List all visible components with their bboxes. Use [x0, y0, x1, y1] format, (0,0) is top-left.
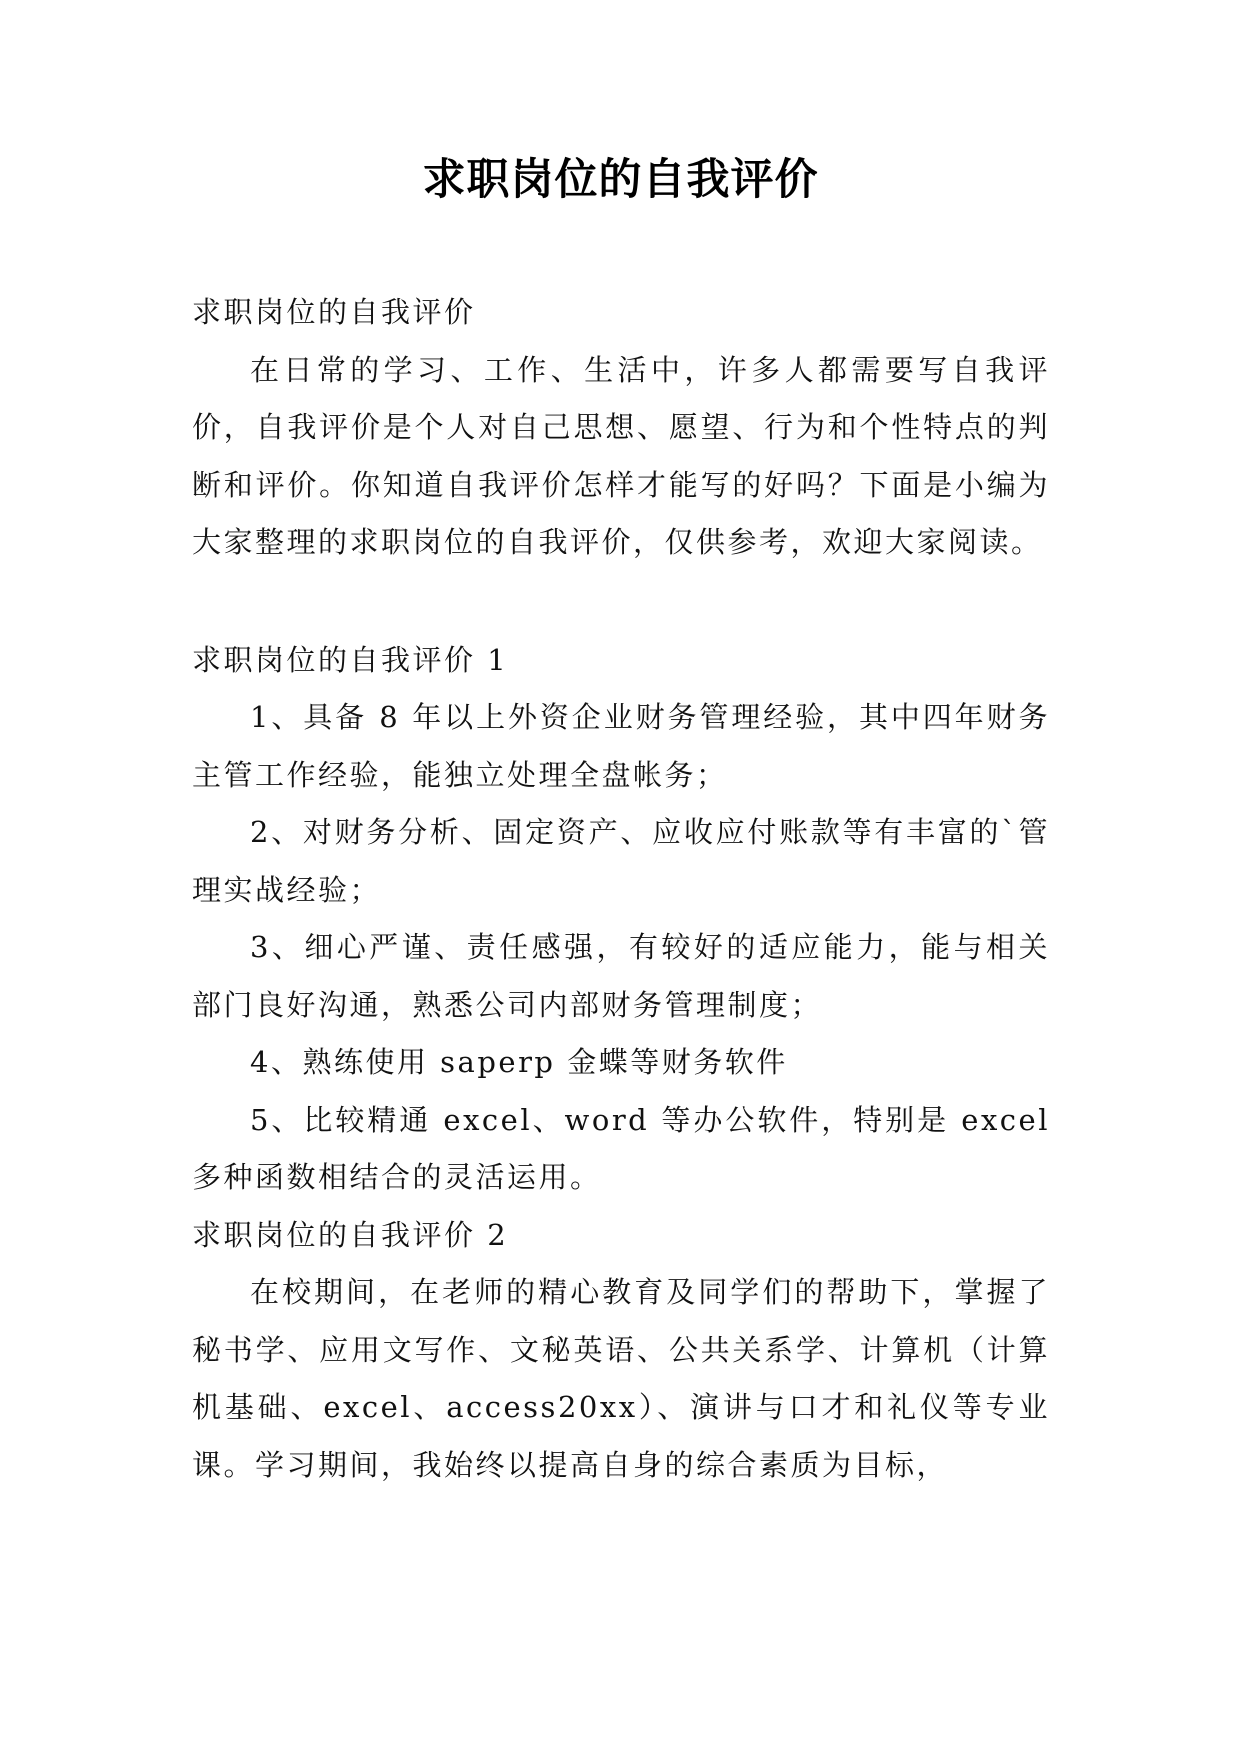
list-item: 4、熟练使用 saperp 金蝶等财务软件	[250, 1045, 788, 1079]
section-heading: 求职岗位的自我评价	[192, 295, 476, 329]
list-item: 1、具备 8 年以上外资企业财务管理经验，其中四年财务主管工作经验，能独立处理全盘帐务；	[192, 700, 1050, 792]
section-heading: 求职岗位的自我评价 2	[192, 1217, 509, 1252]
document-body	[192, 284, 1050, 1494]
list-item: 2、对财务分析、固定资产、应收应付账款等有丰富的`管理实战经验；	[192, 815, 1050, 907]
section-heading: 求职岗位的自我评价 1	[192, 642, 509, 677]
document-title: 求职岗位的自我评价	[422, 155, 819, 205]
body-paragraph: 在校期间，在老师的精心教育及同学们的帮助下，掌握了秘书学、应用文写作、文秘英语、公共关系学、计算机（计算机基础、excel、access20xx）、演讲与口才和礼仪等专业课。学习期间，我始终以提高自身的综合素质为目标，	[192, 1275, 1050, 1482]
intro-paragraph: 在日常的学习、工作、生活中，许多人都需要写自我评价，自我评价是个人对自己思想、愿望、行为和个性特点的判断和评价。你知道自我评价怎样才能写的好吗？下面是小编为大家整理的求职岗位的自我评价，仅供参考，欢迎大家阅读。	[192, 352, 1050, 559]
list-item: 5、比较精通 excel、word 等办公软件，特别是 excel 多种函数相结合的灵活运用。	[192, 1102, 1050, 1194]
list-item: 3、细心严谨、责任感强，有较好的适应能力，能与相关部门良好沟通，熟悉公司内部财务管理制度；	[192, 930, 1050, 1022]
